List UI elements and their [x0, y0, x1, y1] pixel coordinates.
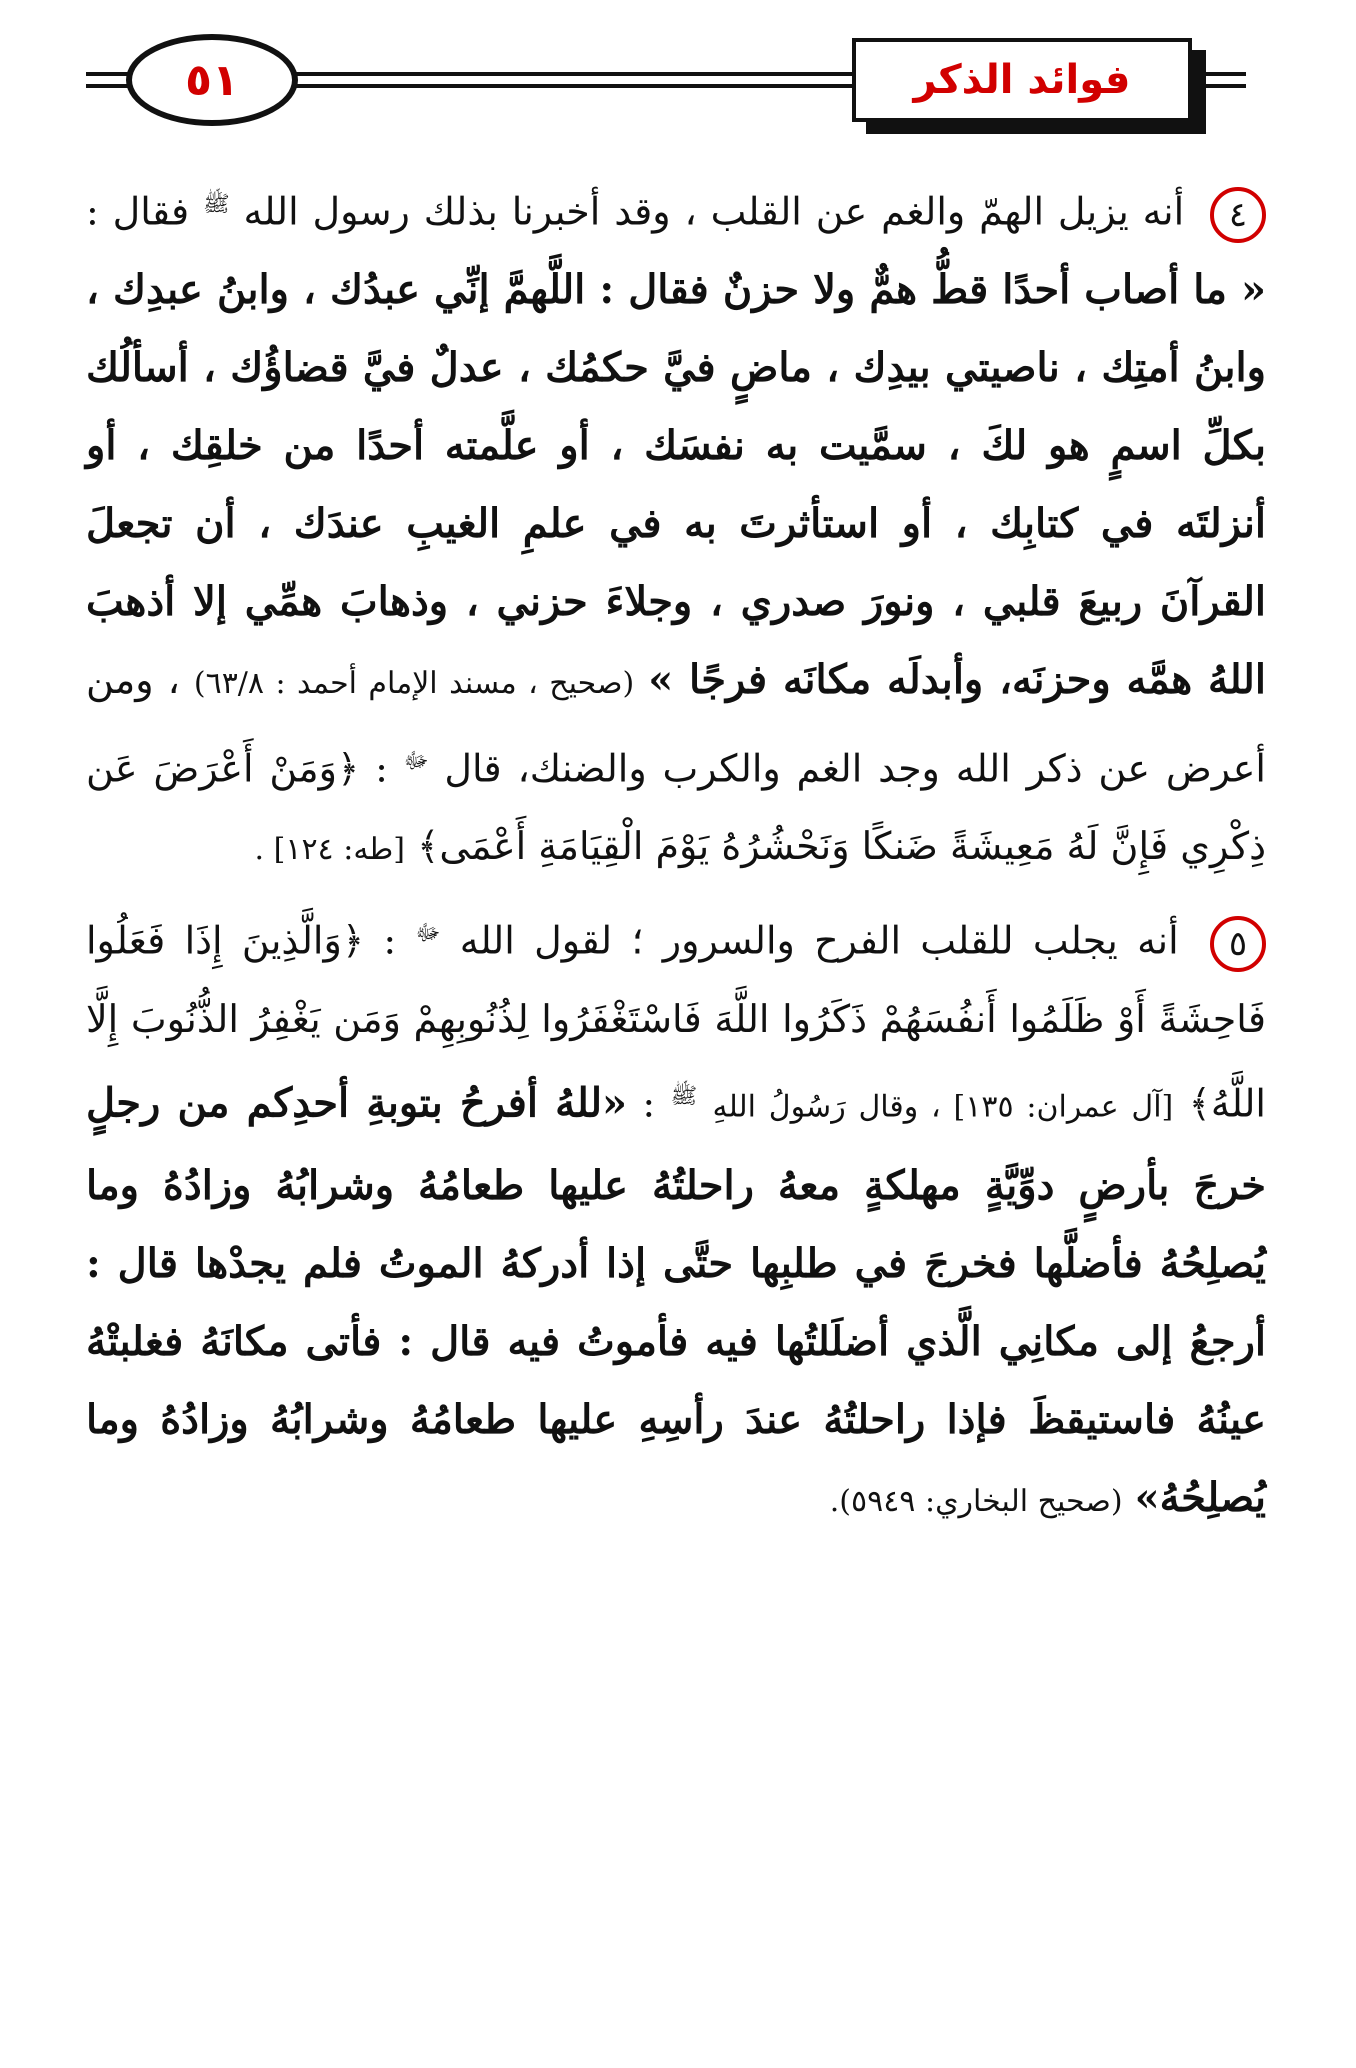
book-title: فوائد الذكر — [913, 57, 1131, 103]
para4-intro: أنه يزيل الهمّ والغم عن القلب ، وقد أخبرنا بذلك رسول الله — [243, 189, 1185, 234]
para4-continuation: ، ومن أعرض عن ذكر الله وجد الغم والكرب والضنك، قال — [86, 657, 1266, 791]
quran-reference: [طه: ١٢٤] . — [254, 832, 405, 868]
para4-said: فقال : — [86, 189, 190, 234]
quran-reference: [آل عمران: ١٣٥] ، وقال رَسُولُ اللهِ — [712, 1089, 1174, 1125]
quran-verse: ﴿وَمَنْ أَعْرَضَ عَن ذِكْرِي فَإِنَّ لَهُ مَعِيشَةً ضَنكًا وَنَحْشُرُهُ يَوْمَ الْقِيَامَةِ أَعْمَى﴾ — [86, 746, 1266, 869]
quran-verse: ﴿وَالَّذِينَ إِذَا فَعَلُوا فَاحِشَةً أَوْ ظَلَمُوا أَنفُسَهُمْ ذَكَرُوا اللَّهَ فَاسْتَغْفَرُوا لِذُنُوبِهِمْ وَمَن يَغْفِرُ الذُّنُوبَ إِلَّا اللَّهُ﴾ — [86, 918, 1266, 1126]
page-number-oval — [126, 34, 298, 126]
page-number: ٥١ — [185, 54, 239, 106]
exaltation-mark: ﷻ — [415, 921, 441, 947]
paragraph-5 — [86, 895, 1266, 1540]
item-number-5: ٥ — [1210, 916, 1266, 972]
exaltation-mark: ﷻ — [403, 748, 429, 774]
page-body — [86, 166, 1266, 1541]
salutation-mark: ﷺ — [203, 192, 230, 217]
hadith-reference: (صحيح ، مسند الإمام أحمد : ٦٣/٨) — [193, 665, 635, 701]
hadith-text: «للهُ أفرحُ بتوبةِ أحدِكم من رجلٍ خرجَ بأرضٍ دوِّيَّةٍ مهلكةٍ معهُ راحلتُهُ عليها طعامُهُ وشرابُهُ وزادُهُ وما يُصلِحُهُ فأضلَّها فخرجَ في طلبِها حتَّى إذا أدركهُ الموتُ فلم يجدْها قال : أرجعُ إلى مكانِي الَّذي أضلَلتُها فيه فأموتُ فيه قال : فأتى مكانَهُ فغلبتْهُ عينُهُ فاستيقظَ فإذا راحلتُهُ عندَ رأسِهِ عليها طعامُهُ وشرابُهُ وزادُهُ وما يُصلِحُهُ» — [86, 1079, 1266, 1521]
hadith-text: « ما أصاب أحدًا قطُّ همٌّ ولا حزنٌ فقال : اللَّهمَّ إنِّي عبدُك ، وابنُ عبدِك ، وابنُ أمتِك ، ناصيتي بيدِك ، ماضٍ فيَّ حكمُك ، عدلٌ فيَّ قضاؤُك ، أسألُك بكلِّ اسمٍ هو لكَ ، سمَّيت به نفسَك ، أو علَّمته أحدًا من خلقِك ، أو أنزلتَه في كتابِك ، أو استأثرتَ به في علمِ الغيبِ عندَك ، أن تجعلَ القرآنَ ربيعَ قلبي ، ونورَ صدري ، وجلاءَ حزني ، وذهابَ همِّي إلا أذهبَ اللهُ همَّه وحزنَه، وأبدلَه مكانَه فرجًا » — [86, 265, 1266, 703]
salutation-mark: ﷺ — [670, 1083, 698, 1109]
para4-colon: : — [375, 746, 388, 791]
hadith-reference: (صحيح البخاري: ٥٩٤٩). — [829, 1483, 1123, 1519]
para5-intro: أنه يجلب للقلب الفرح والسرور ؛ لقول الله — [459, 918, 1179, 963]
item-number-4: ٤ — [1210, 187, 1266, 243]
para5-colon: : — [383, 918, 397, 963]
paragraph-4 — [86, 166, 1266, 889]
book-title-box — [852, 38, 1192, 122]
para5-colon2: : — [642, 1081, 656, 1126]
